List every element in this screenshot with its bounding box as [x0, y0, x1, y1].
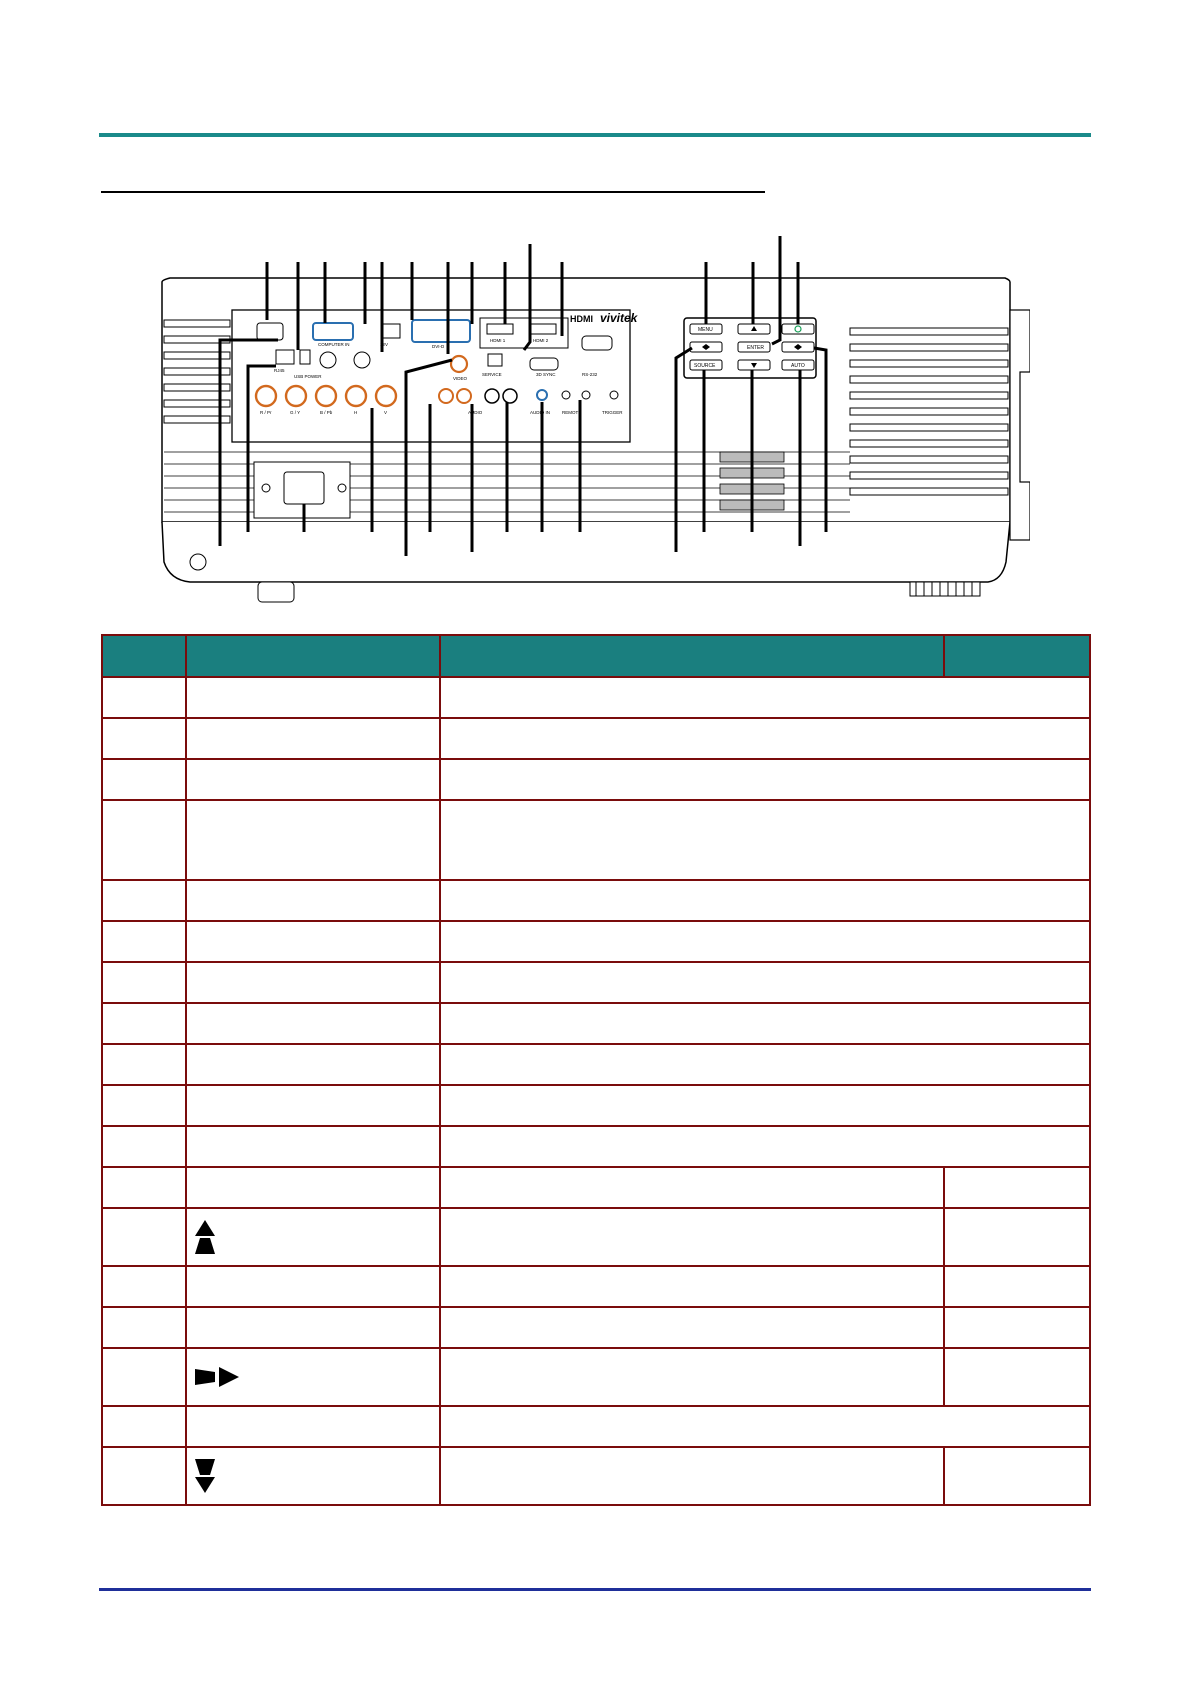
svg-text:USB POWER: USB POWER [294, 374, 322, 379]
menu-key: MENU [698, 327, 713, 333]
down-arrow-icon [195, 1477, 215, 1493]
lan-port [276, 350, 294, 364]
svg-text:RJ45: RJ45 [274, 368, 285, 373]
svg-text:HDMI 1: HDMI 1 [490, 338, 506, 343]
svg-text:AUDIO IN: AUDIO IN [530, 410, 551, 415]
table-row [102, 1208, 1090, 1266]
svg-text:12V: 12V [380, 342, 389, 347]
svg-text:H: H [354, 410, 358, 415]
table-row [102, 677, 1090, 718]
table-row [102, 800, 1090, 880]
component-table [101, 634, 1091, 1506]
rj45-port [382, 324, 400, 338]
bnc-g-port [286, 386, 306, 406]
table-row [102, 921, 1090, 962]
auto-key: AUTO [791, 363, 805, 369]
table-row [102, 1085, 1090, 1126]
projector-rear-diagram [150, 232, 1030, 612]
vga-out-port [257, 323, 283, 340]
hdmi1-port [487, 324, 513, 334]
brand-logo: vivitek [600, 311, 638, 325]
svg-text:VIDEO: VIDEO [453, 376, 468, 381]
table-row [102, 759, 1090, 800]
bnc-r-port [256, 386, 276, 406]
svg-text:HDMI 2: HDMI 2 [533, 338, 549, 343]
table-row [102, 1266, 1090, 1307]
rs232-out-port [582, 336, 612, 350]
dvi-port [412, 320, 470, 342]
svg-text:AUDIO: AUDIO [468, 410, 483, 415]
up-arrow-icon [195, 1238, 215, 1254]
svg-text:SERVICE: SERVICE [482, 372, 502, 377]
bnc-v-port [376, 386, 396, 406]
rs232-port [530, 358, 558, 370]
table-row [102, 1447, 1090, 1505]
svg-text:B / Pb: B / Pb [320, 410, 333, 415]
svg-text:RS-232: RS-232 [582, 372, 598, 377]
header-cell [102, 635, 186, 677]
up-arrow-icon [195, 1220, 215, 1236]
service-port [488, 354, 502, 366]
svg-text:REMOTE: REMOTE [562, 410, 582, 415]
table-row [102, 1167, 1090, 1208]
hdmi-logo: HDMI [570, 314, 593, 324]
table-header-row [102, 635, 1090, 677]
usb-port [300, 350, 310, 364]
right-arrow-icon [219, 1367, 239, 1387]
audio-in-port [537, 390, 547, 400]
right-arrow-icon [195, 1367, 215, 1387]
hdmi2-port [530, 324, 556, 334]
table-row [102, 1307, 1090, 1348]
header-cell [944, 635, 1090, 677]
svg-text:TRIGGER: TRIGGER [602, 410, 623, 415]
source-key: SOURCE [694, 363, 716, 369]
header-rule [99, 133, 1091, 137]
section-title-underline [101, 191, 765, 193]
table-row [102, 962, 1090, 1003]
table-row [102, 880, 1090, 921]
vga-in-port [313, 323, 353, 340]
svg-text:V: V [384, 410, 388, 415]
header-cell [186, 635, 440, 677]
table-row [102, 1044, 1090, 1085]
table-row [102, 1126, 1090, 1167]
svg-text:COMPUTER IN: COMPUTER IN [318, 342, 350, 347]
down-arrow-icon [195, 1459, 215, 1475]
bnc-b-port [316, 386, 336, 406]
footer-rule [99, 1588, 1091, 1591]
table-row [102, 1406, 1090, 1447]
header-cell [440, 635, 944, 677]
table-row [102, 1003, 1090, 1044]
adjustable-foot [910, 582, 980, 596]
table-row [102, 1348, 1090, 1406]
bnc-h-port [346, 386, 366, 406]
enter-key: ENTER [747, 345, 764, 351]
table-row [102, 718, 1090, 759]
svg-text:G / Y: G / Y [290, 410, 301, 415]
svg-text:R / Pr: R / Pr [260, 410, 272, 415]
svg-text:3D SYNC: 3D SYNC [536, 372, 556, 377]
video-port [451, 356, 467, 372]
svg-text:DVI-D: DVI-D [432, 344, 445, 349]
